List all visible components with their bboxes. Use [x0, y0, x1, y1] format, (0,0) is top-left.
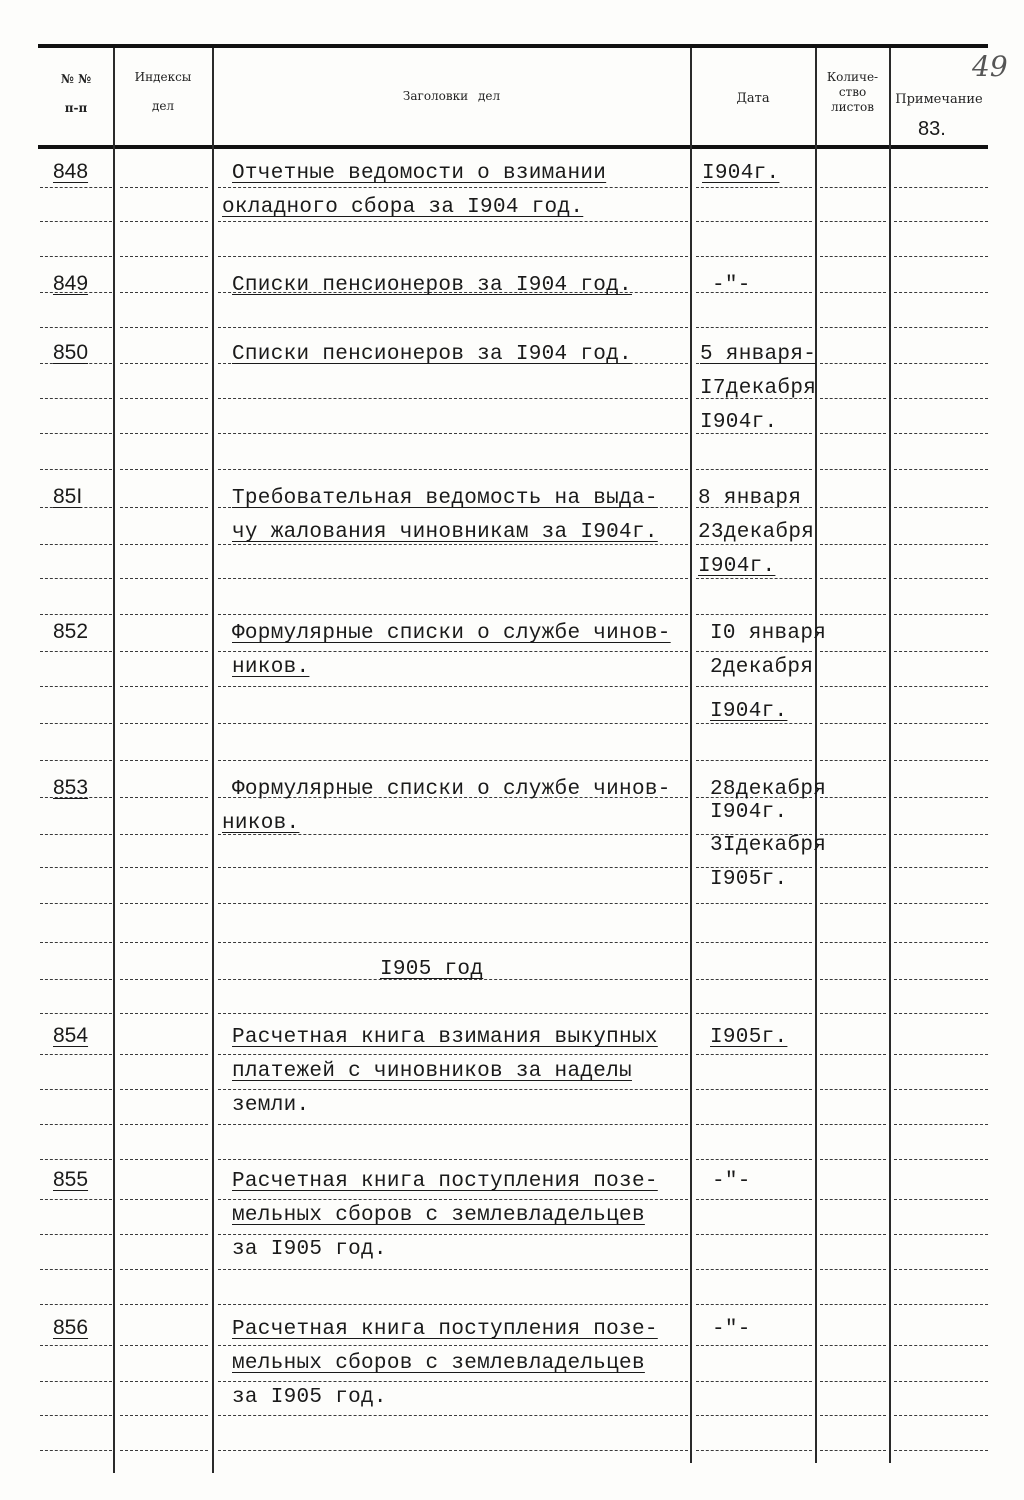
- header-count-line3: листов: [831, 100, 874, 114]
- entry-851-title-1: Требовательная ведомость на выда-: [232, 487, 658, 510]
- ruled-line: [894, 760, 988, 761]
- ruled-line: [218, 1013, 688, 1014]
- ruled-line: [894, 1199, 988, 1200]
- ruled-line: [120, 651, 208, 652]
- ruled-line: [696, 327, 812, 328]
- ruled-line: [820, 1304, 886, 1305]
- ruled-line: [40, 1345, 112, 1346]
- col-divider-2: [212, 48, 214, 1473]
- ruled-line: [894, 578, 988, 579]
- ruled-line: [120, 292, 208, 293]
- ruled-line: [894, 398, 988, 399]
- ruled-line: [40, 469, 112, 470]
- ruled-line: [218, 1415, 688, 1416]
- header-index-line2: дел: [151, 99, 175, 113]
- ruled-line: [218, 1304, 688, 1305]
- entry-851-num: 85I: [53, 485, 83, 508]
- entry-853-date-2: I904г.: [710, 801, 788, 824]
- ruled-line: [120, 686, 208, 687]
- ruled-line: [820, 834, 886, 835]
- ruled-line: [120, 1013, 208, 1014]
- ruled-line: [218, 1269, 688, 1270]
- entry-852-title-1: Формулярные списки о службе чинов-: [232, 622, 671, 645]
- ruled-line: [218, 1381, 688, 1382]
- entry-854-title-1: Расчетная книга взимания выкупных: [232, 1026, 658, 1049]
- ruled-line: [894, 614, 988, 615]
- ruled-line: [218, 1159, 688, 1160]
- ruled-line: [894, 979, 988, 980]
- ruled-line: [696, 979, 812, 980]
- ruled-line: [696, 1199, 812, 1200]
- ruled-line: [894, 1089, 988, 1090]
- ruled-line: [894, 292, 988, 293]
- ruled-line: [820, 1381, 886, 1382]
- ruled-line: [820, 544, 886, 545]
- ruled-line: [894, 1345, 988, 1346]
- ruled-line: [820, 327, 886, 328]
- ruled-line: [894, 942, 988, 943]
- ruled-line: [218, 686, 688, 687]
- ruled-line: [820, 221, 886, 222]
- ruled-line: [218, 760, 688, 761]
- entry-856-title-3: за I905 год.: [232, 1386, 387, 1409]
- entry-853-date-4: I905г.: [710, 868, 788, 891]
- ruled-line: [696, 942, 812, 943]
- ruled-line: [120, 544, 208, 545]
- ruled-line: [218, 1054, 688, 1055]
- ruled-line: [820, 292, 886, 293]
- ruled-line: [820, 1234, 886, 1235]
- entry-853-num: 853: [53, 776, 89, 799]
- ruled-line: [820, 760, 886, 761]
- ruled-line: [120, 363, 208, 364]
- ruled-line: [894, 187, 988, 188]
- ruled-line: [894, 1234, 988, 1235]
- ruled-line: [40, 327, 112, 328]
- entry-851-title-2: чу жалования чиновникам за I904г.: [232, 521, 658, 544]
- ruled-line: [820, 507, 886, 508]
- ruled-line: [120, 942, 208, 943]
- ruled-line: [40, 723, 112, 724]
- ruled-line: [120, 760, 208, 761]
- ruled-line: [120, 903, 208, 904]
- ruled-line: [120, 614, 208, 615]
- ruled-line: [40, 1124, 112, 1125]
- ruled-line: [894, 507, 988, 508]
- ruled-line: [820, 398, 886, 399]
- ruled-line: [218, 867, 688, 868]
- ruled-line: [696, 221, 812, 222]
- ruled-line: [218, 1124, 688, 1125]
- ruled-line: [218, 942, 688, 943]
- ruled-line: [820, 1450, 886, 1451]
- ruled-line: [696, 1159, 812, 1160]
- ruled-line: [120, 578, 208, 579]
- ruled-line: [120, 1124, 208, 1125]
- sheet-number: 83.: [918, 118, 946, 140]
- entry-849-num: 849: [53, 272, 89, 295]
- ruled-line: [894, 686, 988, 687]
- entry-852-title-2: ников.: [232, 656, 310, 679]
- entry-851-date-2: 23декабря: [698, 521, 815, 544]
- ruled-line: [120, 1345, 208, 1346]
- header-num-line2: п-п: [64, 101, 88, 115]
- ruled-line: [218, 1234, 688, 1235]
- ruled-line: [820, 1159, 886, 1160]
- ruled-line: [40, 1159, 112, 1160]
- ruled-line: [820, 469, 886, 470]
- ruled-line: [820, 433, 886, 434]
- top-rule: [38, 44, 988, 48]
- ruled-line: [820, 1054, 886, 1055]
- ruled-line: [696, 256, 812, 257]
- ruled-line: [120, 1450, 208, 1451]
- ruled-line: [696, 469, 812, 470]
- entry-856-title-2: мельных сборов с землевладельцев: [232, 1352, 645, 1375]
- header-bottom-rule: [38, 145, 988, 149]
- ruled-line: [40, 686, 112, 687]
- ruled-line: [218, 1199, 688, 1200]
- ruled-line: [696, 760, 812, 761]
- ruled-line: [40, 221, 112, 222]
- ruled-line: [820, 578, 886, 579]
- ruled-line: [120, 433, 208, 434]
- entry-855-num: 855: [53, 1168, 89, 1191]
- entry-849-date: -"-: [712, 274, 751, 297]
- ruled-line: [820, 1124, 886, 1125]
- ruled-line: [218, 327, 688, 328]
- entry-850-num: 850: [53, 341, 89, 364]
- ruled-line: [40, 256, 112, 257]
- ruled-line: [120, 469, 208, 470]
- ruled-line: [894, 363, 988, 364]
- ruled-line: [218, 903, 688, 904]
- ruled-line: [40, 433, 112, 434]
- ruled-line: [40, 1089, 112, 1090]
- ruled-line: [696, 686, 812, 687]
- ruled-line: [820, 1345, 886, 1346]
- ruled-line: [40, 1415, 112, 1416]
- ruled-line: [120, 834, 208, 835]
- ruled-line: [820, 614, 886, 615]
- ruled-line: [820, 187, 886, 188]
- entry-853-date-1: 28декабря: [710, 778, 827, 801]
- ruled-line: [820, 979, 886, 980]
- ruled-line: [820, 651, 886, 652]
- ruled-line: [218, 651, 688, 652]
- ruled-line: [218, 1345, 688, 1346]
- ruled-line: [894, 433, 988, 434]
- ruled-line: [40, 942, 112, 943]
- ruled-line: [40, 1269, 112, 1270]
- ruled-line: [894, 1124, 988, 1125]
- ruled-line: [696, 1415, 812, 1416]
- ruled-line: [894, 651, 988, 652]
- entry-848-date: I904г.: [702, 162, 780, 185]
- ruled-line: [894, 1304, 988, 1305]
- ruled-line: [820, 1415, 886, 1416]
- ruled-line: [120, 507, 208, 508]
- ruled-line: [120, 1159, 208, 1160]
- entry-850-date-1: 5 января-: [700, 343, 817, 366]
- entry-856-title-1: Расчетная книга поступления позе-: [232, 1318, 658, 1341]
- ruled-line: [218, 614, 688, 615]
- ruled-line: [218, 469, 688, 470]
- ruled-line: [820, 1269, 886, 1270]
- entry-852-date-2: 2декабря: [710, 656, 814, 679]
- header-count-line1: Количе-: [826, 70, 879, 84]
- ruled-line: [696, 1013, 812, 1014]
- header-num-line1: № №: [60, 72, 92, 86]
- ruled-line: [696, 187, 812, 188]
- ruled-line: [894, 544, 988, 545]
- ruled-line: [820, 1089, 886, 1090]
- ruled-line: [120, 1415, 208, 1416]
- ruled-line: [894, 903, 988, 904]
- ruled-line: [120, 1381, 208, 1382]
- entry-854-title-2: платежей с чиновников за наделы: [232, 1060, 632, 1083]
- header-num: [40, 72, 112, 116]
- ruled-line: [120, 327, 208, 328]
- ruled-line: [696, 1381, 812, 1382]
- ruled-line: [218, 578, 688, 579]
- ruled-line: [120, 1089, 208, 1090]
- ruled-line: [120, 1269, 208, 1270]
- ruled-line: [894, 1054, 988, 1055]
- ruled-line: [696, 614, 812, 615]
- ruled-line: [894, 256, 988, 257]
- header-date: Дата: [736, 91, 770, 106]
- entry-855-title-1: Расчетная книга поступления позе-: [232, 1170, 658, 1193]
- ruled-line: [894, 1013, 988, 1014]
- ruled-line: [696, 1089, 812, 1090]
- ruled-line: [820, 903, 886, 904]
- ruled-line: [120, 723, 208, 724]
- ruled-line: [820, 942, 886, 943]
- entry-848-title-1: Отчетные ведомости о взимании: [232, 162, 607, 185]
- ruled-line: [120, 1234, 208, 1235]
- ruled-line: [40, 1381, 112, 1382]
- entry-853-title-1: Формулярные списки о службе чинов-: [232, 778, 671, 801]
- ruled-line: [40, 1054, 112, 1055]
- col-divider-1: [113, 48, 115, 1473]
- entry-856-date: -"-: [712, 1318, 751, 1341]
- ruled-line: [696, 1054, 812, 1055]
- ruled-line: [40, 651, 112, 652]
- ruled-line: [820, 1199, 886, 1200]
- ruled-line: [894, 723, 988, 724]
- col-divider-3: [690, 48, 692, 1463]
- entry-850-title-1: Списки пенсионеров за I904 год.: [232, 343, 632, 366]
- ruled-line: [120, 187, 208, 188]
- ruled-line: [696, 1450, 812, 1451]
- entry-851-date-1: 8 января: [698, 487, 802, 510]
- ruled-line: [218, 433, 688, 434]
- ruled-line: [218, 1089, 688, 1090]
- entry-848-num: 848: [53, 160, 89, 183]
- entry-852-num: 852: [53, 620, 89, 643]
- ruled-line: [40, 903, 112, 904]
- ruled-line: [218, 1450, 688, 1451]
- ruled-line: [120, 979, 208, 980]
- ruled-line: [820, 686, 886, 687]
- ruled-line: [894, 1159, 988, 1160]
- ruled-line: [120, 867, 208, 868]
- ruled-line: [218, 221, 688, 222]
- entry-850-date-2: I7декабря: [700, 377, 817, 400]
- ruled-line: [820, 797, 886, 798]
- entry-853-date-3: 3Iдекабря: [710, 834, 827, 857]
- ruled-line: [894, 797, 988, 798]
- ruled-line: [40, 614, 112, 615]
- handwritten-page-mark: 49: [972, 50, 1008, 83]
- ruled-line: [120, 1199, 208, 1200]
- entry-855-date: -"-: [712, 1170, 751, 1193]
- col-divider-4: [815, 48, 817, 1463]
- ruled-line: [40, 1199, 112, 1200]
- ruled-line: [820, 1013, 886, 1014]
- entry-851-date-3: I904г.: [698, 555, 776, 578]
- header-title: Заголовки дел: [402, 89, 501, 103]
- ruled-line: [696, 1345, 812, 1346]
- ruled-line: [120, 256, 208, 257]
- ruled-line: [894, 834, 988, 835]
- ruled-line: [894, 867, 988, 868]
- ruled-line: [40, 398, 112, 399]
- entry-852-date-3: I904г.: [710, 700, 788, 723]
- ruled-line: [218, 256, 688, 257]
- col-divider-5: [889, 48, 891, 1463]
- ruled-line: [40, 834, 112, 835]
- section-heading-1905: I905 год: [380, 958, 484, 981]
- ruled-line: [40, 867, 112, 868]
- ruled-line: [696, 1269, 812, 1270]
- ruled-line: [40, 544, 112, 545]
- ruled-line: [894, 1450, 988, 1451]
- ruled-line: [696, 903, 812, 904]
- entry-852-date-1: I0 января: [710, 622, 827, 645]
- entry-854-date: I905г.: [710, 1026, 788, 1049]
- header-count: [816, 70, 889, 115]
- ruled-line: [696, 1234, 812, 1235]
- entry-855-title-3: за I905 год.: [232, 1238, 387, 1261]
- entry-850-date-3: I904г.: [700, 411, 778, 434]
- ruled-line: [218, 398, 688, 399]
- ruled-line: [218, 187, 688, 188]
- ruled-line: [820, 363, 886, 364]
- ruled-line: [120, 398, 208, 399]
- ruled-line: [894, 469, 988, 470]
- header-index: [114, 70, 212, 114]
- header-index-line1: Индексы: [134, 70, 192, 84]
- ruled-line: [696, 651, 812, 652]
- ruled-line: [40, 1234, 112, 1235]
- ruled-line: [820, 867, 886, 868]
- entry-856-num: 856: [53, 1316, 89, 1339]
- header-count-line2: ство: [838, 85, 867, 99]
- ruled-line: [40, 578, 112, 579]
- ruled-line: [894, 221, 988, 222]
- ruled-line: [696, 1124, 812, 1125]
- ruled-line: [820, 256, 886, 257]
- entry-853-title-2: ников.: [222, 812, 300, 835]
- ruled-line: [120, 1054, 208, 1055]
- entry-849-title-1: Списки пенсионеров за I904 год.: [232, 274, 632, 297]
- ruled-line: [696, 1304, 812, 1305]
- ruled-line: [120, 1304, 208, 1305]
- entry-854-title-3: земли.: [232, 1094, 310, 1117]
- ruled-line: [40, 1013, 112, 1014]
- entry-855-title-2: мельных сборов с землевладельцев: [232, 1204, 645, 1227]
- ruled-line: [40, 1450, 112, 1451]
- ruled-line: [894, 1415, 988, 1416]
- entry-854-num: 854: [53, 1024, 89, 1047]
- ruled-line: [820, 723, 886, 724]
- ruled-line: [40, 1304, 112, 1305]
- header-note: Примечание: [895, 92, 983, 107]
- ruled-line: [894, 1269, 988, 1270]
- ruled-line: [120, 797, 208, 798]
- ruled-line: [120, 221, 208, 222]
- entry-848-title-2: окладного сбора за I904 год.: [222, 196, 584, 219]
- ruled-line: [894, 1381, 988, 1382]
- ruled-line: [40, 187, 112, 188]
- ruled-line: [40, 760, 112, 761]
- ruled-line: [218, 723, 688, 724]
- ruled-line: [40, 979, 112, 980]
- ruled-line: [894, 327, 988, 328]
